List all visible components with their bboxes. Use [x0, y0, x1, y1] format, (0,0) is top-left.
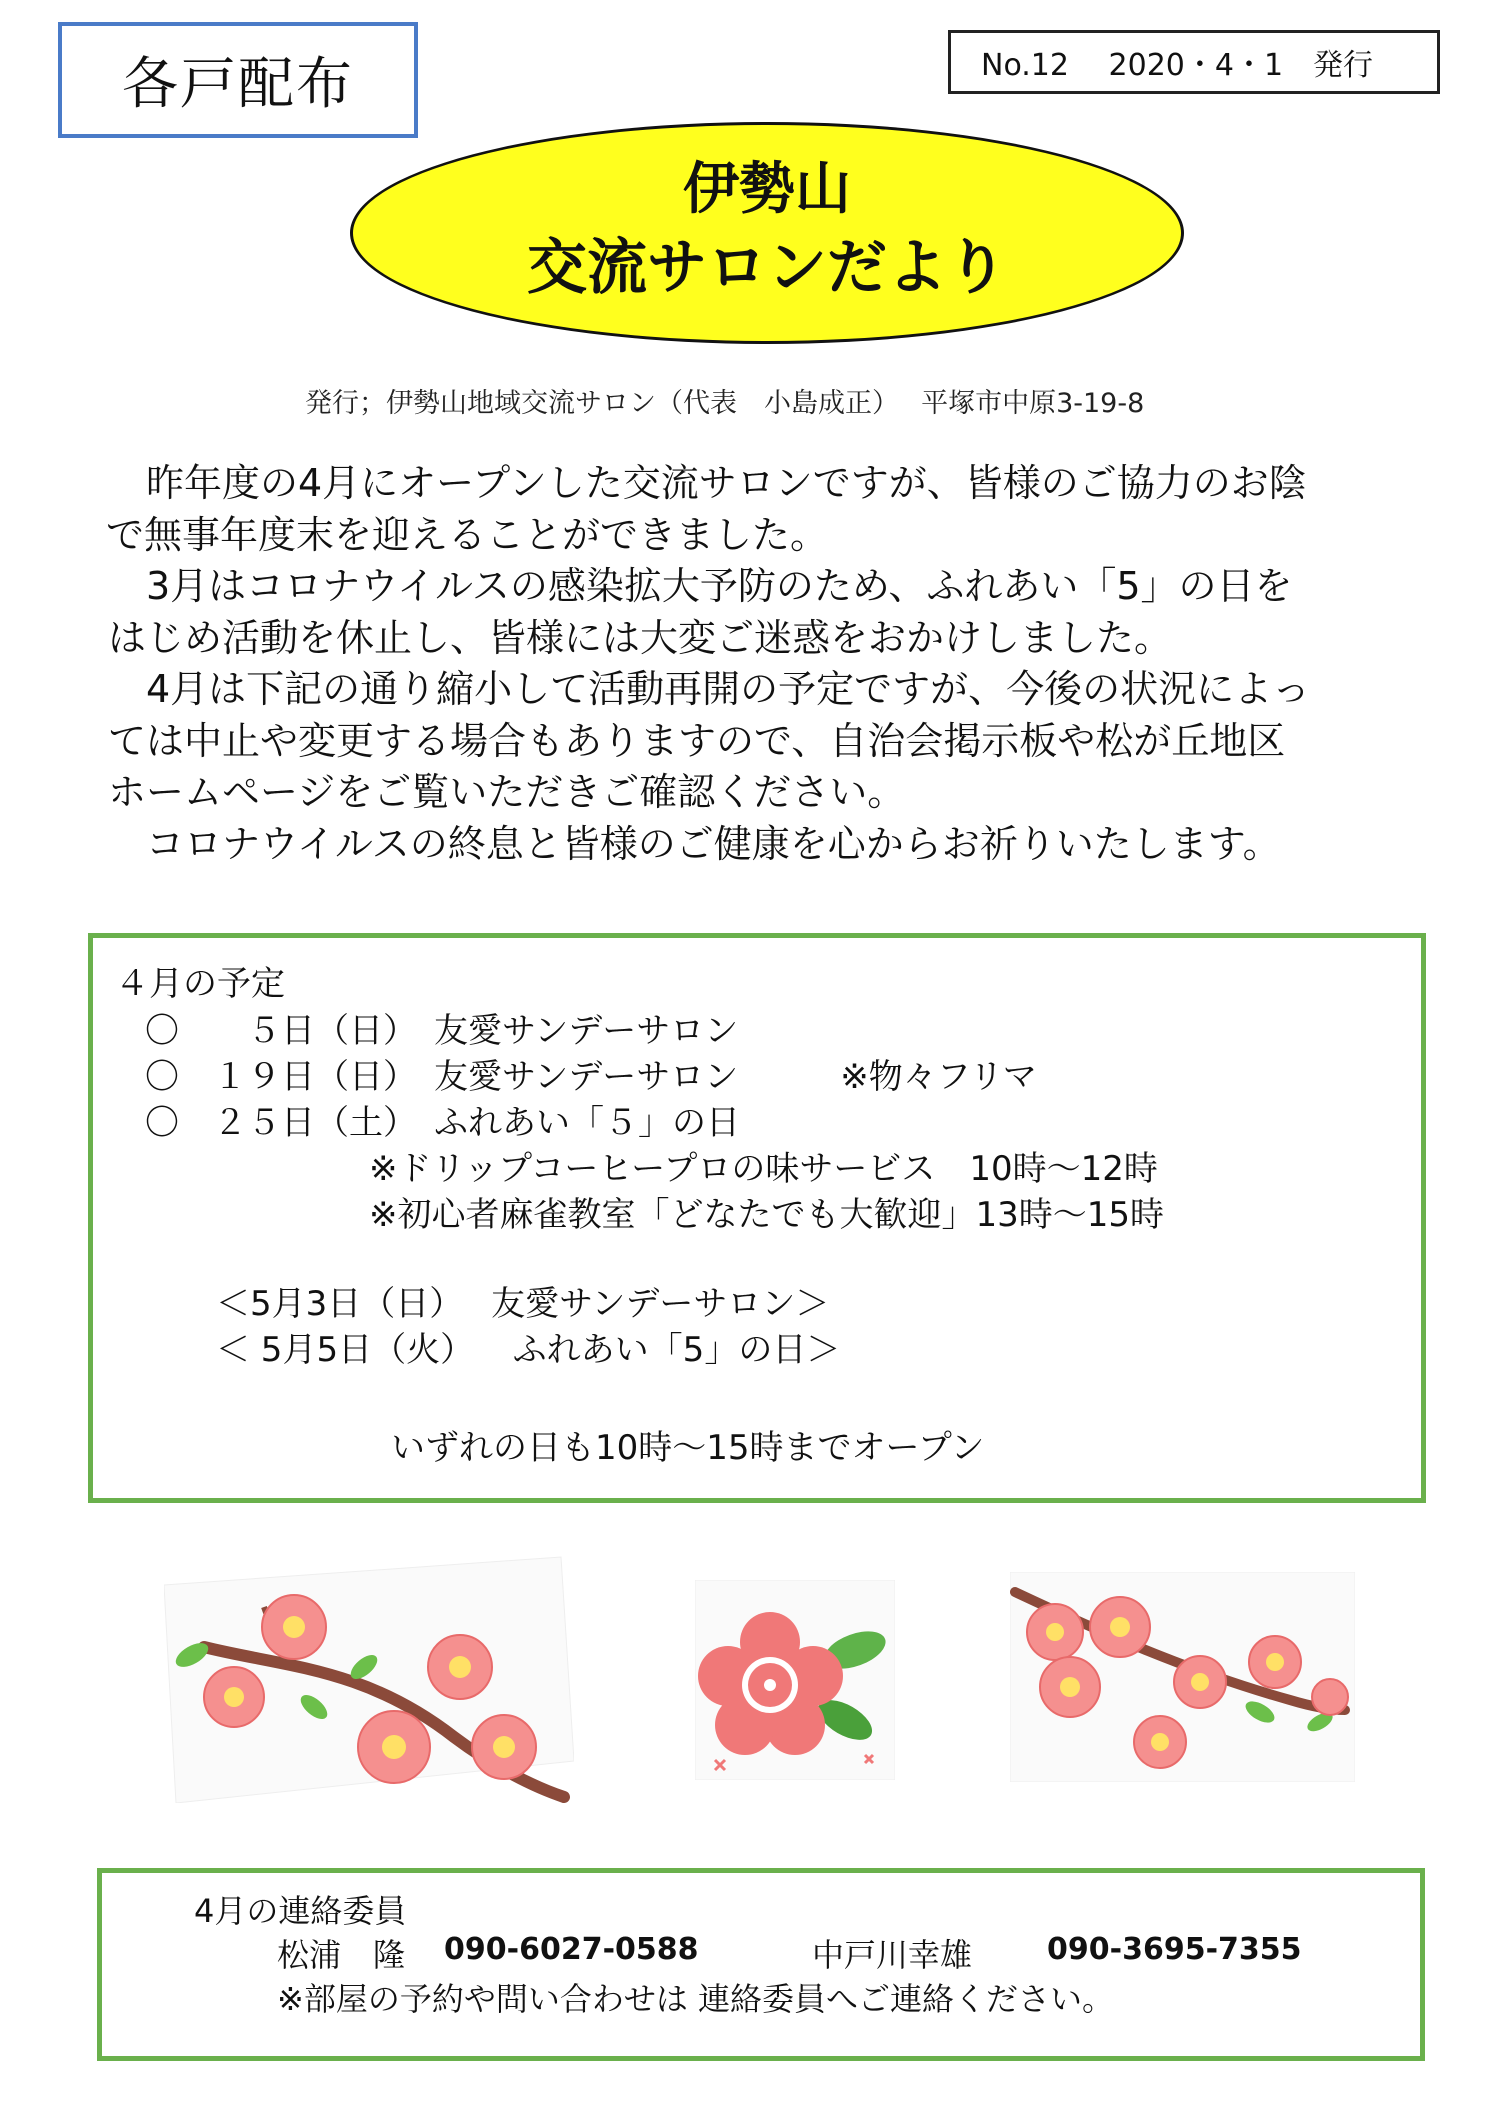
publisher-line: 発行；伊勢山地域交流サロン（代表 小島成正） 平塚市中原3-19-8 — [305, 388, 1145, 419]
schedule-box — [88, 933, 1426, 1503]
contact-note: ※部屋の予約や問い合わせは 連絡委員へご連絡ください。 — [277, 1980, 1114, 2018]
cherry-blossom-twig-illustration — [1010, 1572, 1355, 1782]
opening-hours: いずれの日も10時～15時までオープン — [391, 1428, 985, 1468]
schedule-note: ※初心者麻雀教室「どなたでも大歓迎」13時～15時 — [369, 1195, 1165, 1235]
contact-heading: 4月の連絡委員 — [194, 1892, 407, 1930]
intro-line: ては中止や変更する場合もありますので、自治会掲示板や松が丘地区 — [108, 718, 1286, 763]
intro-line: 昨年度の4月にオープンした交流サロンですが、皆様のご協力のお陰 — [108, 461, 1307, 505]
schedule-item: 〇 １９日（日） 友愛サンデーサロン ※物々フリマ — [145, 1057, 1037, 1097]
title-line-2: 交流サロンだより — [527, 233, 1007, 303]
intro-text — [108, 458, 1408, 870]
may-schedule-item: ＜ 5月5日（火） ふれあい「5」の日＞ — [216, 1330, 841, 1370]
contact-person-2-name: 中戸川幸雄 — [812, 1936, 973, 1974]
intro-line: 4月は下記の通り縮小して活動再開の予定ですが、今後の状況によっ — [108, 667, 1311, 711]
intro-line: ホームページをご覧いただきご確認ください。 — [108, 770, 906, 814]
intro-line: コロナウイルスの終息と皆様のご健康を心からお祈りいたします。 — [108, 821, 1281, 866]
intro-line: で無事年度末を迎えることができました。 — [106, 512, 829, 557]
schedule-item: 〇 ２５日（土） ふれあい「５」の日 — [145, 1103, 740, 1143]
title-line-1: 伊勢山 — [683, 157, 851, 222]
schedule-item: 〇 ５日（日） 友愛サンデーサロン — [145, 1011, 739, 1051]
title-oval — [350, 122, 1184, 344]
cherry-blossom-emblem-illustration — [695, 1580, 895, 1780]
intro-line: 3月はコロナウイルスの感染拡大予防のため、ふれあい「5」の日を — [108, 564, 1293, 608]
contact-person-1-phone: 090-6027-0588 — [444, 1932, 699, 1967]
distribution-label: 各戸配布 — [58, 22, 418, 138]
cherry-blossom-branch-illustration — [164, 1547, 574, 1803]
contact-person-1-name: 松浦 隆 — [277, 1936, 406, 1974]
intro-line: はじめ活動を休止し、皆様には大変ご迷惑をおかけしました。 — [108, 615, 1173, 660]
schedule-note: ※ドリップコーヒープロの味サービス 10時～12時 — [369, 1149, 1158, 1189]
contact-person-2-phone: 090-3695-7355 — [1047, 1932, 1302, 1967]
issue-number-date: No.12 2020・4・1 発行 — [948, 30, 1440, 94]
contact-box — [97, 1868, 1425, 2061]
may-schedule-item: ＜5月3日（日） 友愛サンデーサロン＞ — [216, 1284, 830, 1324]
schedule-heading: ４月の予定 — [115, 964, 285, 1004]
